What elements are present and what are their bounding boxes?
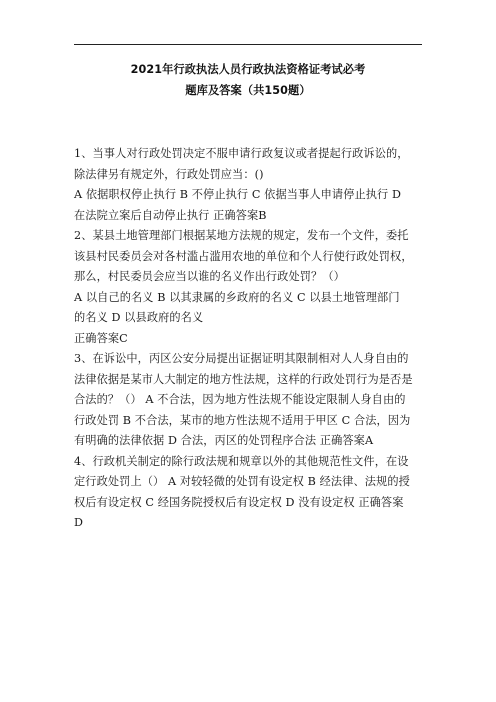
text-line: 的名义 D 以县政府的名义 (74, 311, 204, 324)
header-rule (74, 44, 422, 45)
text-line: 除法律另有规定外，行政处罚应当：() (74, 167, 264, 181)
text-line: A 以自己的名义 B 以其隶属的乡政府的名义 C 以县土地管理部门 (74, 290, 400, 304)
title-line-1: 2021年行政执法人员行政执法资格证考试必考 (130, 63, 366, 76)
document-title (74, 60, 422, 101)
text-line: 合法的？（） A 不合法，因为地方性法规不能设定限制人身自由的 (74, 393, 406, 406)
text-line: 定行政处罚上（） A 对较轻微的处罚有设定权 B 经法律、法规的授 (74, 475, 410, 488)
text-line: A 依据职权停止执行 B 不停止执行 C 依据当事人申请停止执行 D (74, 188, 402, 201)
text-line: 4、行政机关制定的除行政法规和规章以外的其他规范性文件，在设 (74, 454, 409, 468)
text-line: 权后有设定权 C 经国务院授权后有设定权 D 没有设定权 正确答案 (74, 495, 404, 509)
text-line: 2、某县土地管理部门根据某地方法规的规定，发布一个文件，委托 (74, 229, 409, 242)
title-line-2: 题库及答案（共150题） (185, 83, 311, 97)
text-line: 1、当事人对行政处罚决定不服申请行政复议或者提起行政诉讼的， (74, 147, 409, 160)
text-line: D (74, 516, 84, 529)
text-line: 正确答案C (74, 331, 128, 345)
text-line: 在法院立案后自动停止执行 正确答案B (74, 208, 267, 222)
text-line: 行政处罚 B 不合法，某市的地方性法规不适用于甲区 C 合法，因为 (74, 413, 411, 427)
text-line: 该县村民委员会对各村滥占滥用农地的单位和个人行使行政处罚权， (74, 249, 413, 263)
text-line: 法律依据是某市人大制定的地方性法规，这样的行政处罚行为是否是 (74, 372, 413, 386)
text-line: 有明确的法律依据 D 合法，丙区的处罚程序合法 正确答案A (74, 434, 374, 447)
text-line: 3、在诉讼中，丙区公安分局提出证据证明其限制相对人人身自由的 (74, 352, 409, 365)
text-line: 那么，村民委员会应当以谁的名义作出行政处罚？（） (74, 270, 345, 283)
question-body (74, 144, 426, 534)
